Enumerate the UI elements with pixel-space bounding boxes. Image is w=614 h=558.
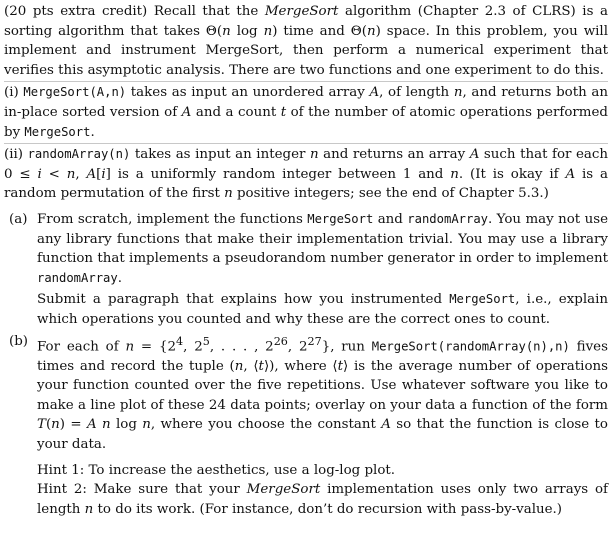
part-text: so that the function is close to your data. — [37, 417, 608, 452]
def-text: of the number of atomic operations performed by — [4, 104, 608, 140]
def-text: , — [75, 166, 87, 182]
math-var: t — [337, 358, 344, 374]
math-var: t — [258, 358, 264, 374]
part-b-label: (b) — [9, 333, 29, 349]
def-text: is a random permutation of the first — [4, 166, 608, 202]
def-text: < — [41, 166, 67, 182]
code-mergesort-signature: MergeSort(A,n) — [23, 85, 127, 100]
part-text: For each of — [37, 338, 126, 354]
part-text: ( — [45, 417, 52, 433]
part-text: , ⟨ — [243, 358, 259, 374]
def-text: ] is a uniformly random integer between 1 and — [105, 166, 451, 182]
def-text: and a count — [191, 104, 281, 120]
intro-text: (20 pts extra credit) Recall that the — [4, 4, 265, 19]
code-mergesort: MergeSort — [307, 211, 374, 226]
def-text: . (It is okay if — [458, 166, 566, 182]
math-var: A — [381, 417, 391, 433]
code-randomarray: randomArray — [407, 211, 489, 226]
code-mergesort: MergeSort — [449, 292, 516, 307]
part-text: and — [373, 211, 408, 227]
code-randomarray-signature: randomArray(n) — [27, 147, 131, 162]
part-text: , 2 — [183, 338, 203, 354]
math-var: n — [263, 23, 273, 39]
code-randomarray: randomArray — [37, 270, 118, 285]
def-text: and returns an array — [318, 147, 470, 163]
divider — [4, 81, 608, 82]
math-var: n — [453, 85, 463, 101]
part-text: ) = — [59, 417, 87, 433]
part-text: From scratch, implement the functions — [37, 211, 308, 227]
math-var: n — [366, 23, 376, 39]
part-text: ⟩), where ⟨ — [263, 358, 338, 374]
exponent: 5 — [202, 334, 210, 348]
part-text: fives times and record the tuple ( — [37, 338, 608, 374]
math-var: A n — [86, 417, 111, 433]
math-var: t — [280, 104, 287, 120]
part-b — [4, 332, 608, 520]
def-text: takes as input an integer — [130, 147, 310, 163]
part-text: , where you choose the constant — [150, 417, 382, 433]
part-text: log — [110, 417, 143, 433]
parts-list — [4, 210, 608, 519]
part-a-label: (a) — [9, 211, 28, 227]
code-mergesort: MergeSort — [24, 124, 91, 139]
problem-page — [4, 2, 608, 519]
mergesort-term: MergeSort — [246, 482, 321, 498]
code-experiment-call: MergeSort(randomArray(n),n) — [371, 338, 570, 353]
math-var: A — [181, 104, 192, 120]
part-text: ⟩ is the average number of operations your function counted over the five repetitions. Use whatever software you like to make a line plot of these 24 data points; overlay on your data a function of the form — [37, 358, 609, 413]
math-var: i — [37, 166, 42, 182]
part-text: , 2 — [287, 338, 308, 354]
def-text: positive integers; see the end of Chapter 5.3.) — [232, 186, 549, 202]
exponent: 27 — [307, 334, 322, 348]
part-a-paragraph-2 — [37, 290, 608, 329]
exponent: 26 — [273, 334, 288, 348]
part-a-paragraph-1 — [37, 210, 608, 288]
def-text: such that for each 0 ≤ — [4, 147, 609, 182]
intro-text: ) space. In this problem, you will implement and instrument MergeSort, then perform a numerical experiment that verifies this asymptotic analysis. There are two functions and one experiment to do this. — [4, 23, 609, 78]
math-var: A — [86, 166, 97, 182]
part-text: . — [117, 270, 122, 286]
part-a — [4, 210, 608, 330]
math-var: T — [37, 417, 46, 433]
exponent: 4 — [176, 334, 184, 348]
part-b-paragraph-1 — [37, 332, 608, 455]
math-var: n — [224, 186, 233, 202]
part-text: implementation uses only two arrays of length — [37, 482, 608, 517]
hint-1: Hint 1: To increase the aesthetics, use a log-log plot. — [37, 462, 396, 478]
math-var: n — [142, 417, 151, 433]
part-text: , . . . , 2 — [209, 338, 274, 354]
math-var: n — [222, 23, 231, 39]
math-var: A — [369, 85, 380, 101]
part-text: = {2 — [134, 338, 177, 354]
math-var: n — [234, 358, 244, 374]
part-text: Hint 2: Make sure that your — [37, 482, 247, 498]
math-var: n — [309, 147, 319, 163]
math-var: A — [469, 147, 480, 163]
math-var: A — [565, 166, 576, 182]
math-var: n — [450, 166, 459, 182]
divider — [4, 143, 608, 144]
part-text: to do its work. (For instance, don’t do recursion with pass-by-value.) — [93, 501, 563, 517]
math-var: i — [101, 166, 106, 182]
part-text: }, run — [321, 338, 372, 354]
def-text: takes as input an unordered array — [126, 85, 370, 101]
intro-text: algorithm (Chapter 2.3 of CLRS) is a sorting algorithm that takes Θ( — [4, 4, 608, 39]
math-var: n — [66, 166, 76, 182]
part-text: Submit a paragraph that explains how you instrumented — [37, 292, 450, 308]
definition-randomarray — [4, 145, 608, 204]
math-var: n — [125, 338, 135, 354]
math-var: n — [84, 501, 94, 517]
math-var: n — [51, 417, 60, 433]
intro-text: log — [230, 23, 264, 39]
mergesort-term: MergeSort — [264, 4, 339, 19]
def-text: , of length — [379, 85, 454, 101]
intro-paragraph — [4, 2, 608, 80]
definition-mergesort — [4, 83, 608, 142]
def-prefix: (i) — [4, 85, 24, 101]
def-text: [ — [96, 166, 102, 182]
part-text: , i.e., explain which operations you counted and why these are the correct ones to count. — [37, 292, 609, 327]
hint-2 — [37, 480, 608, 519]
part-text: . You may not use any library functions that make their implementation trivial. You may use a library function that implements a pseudorandom number generator in order to implement — [37, 211, 608, 267]
def-text: , and returns both an in-place sorted version of — [4, 85, 609, 120]
def-prefix: (ii) — [4, 147, 28, 163]
def-text: . — [90, 124, 95, 140]
intro-text: ) time and Θ( — [272, 23, 367, 39]
